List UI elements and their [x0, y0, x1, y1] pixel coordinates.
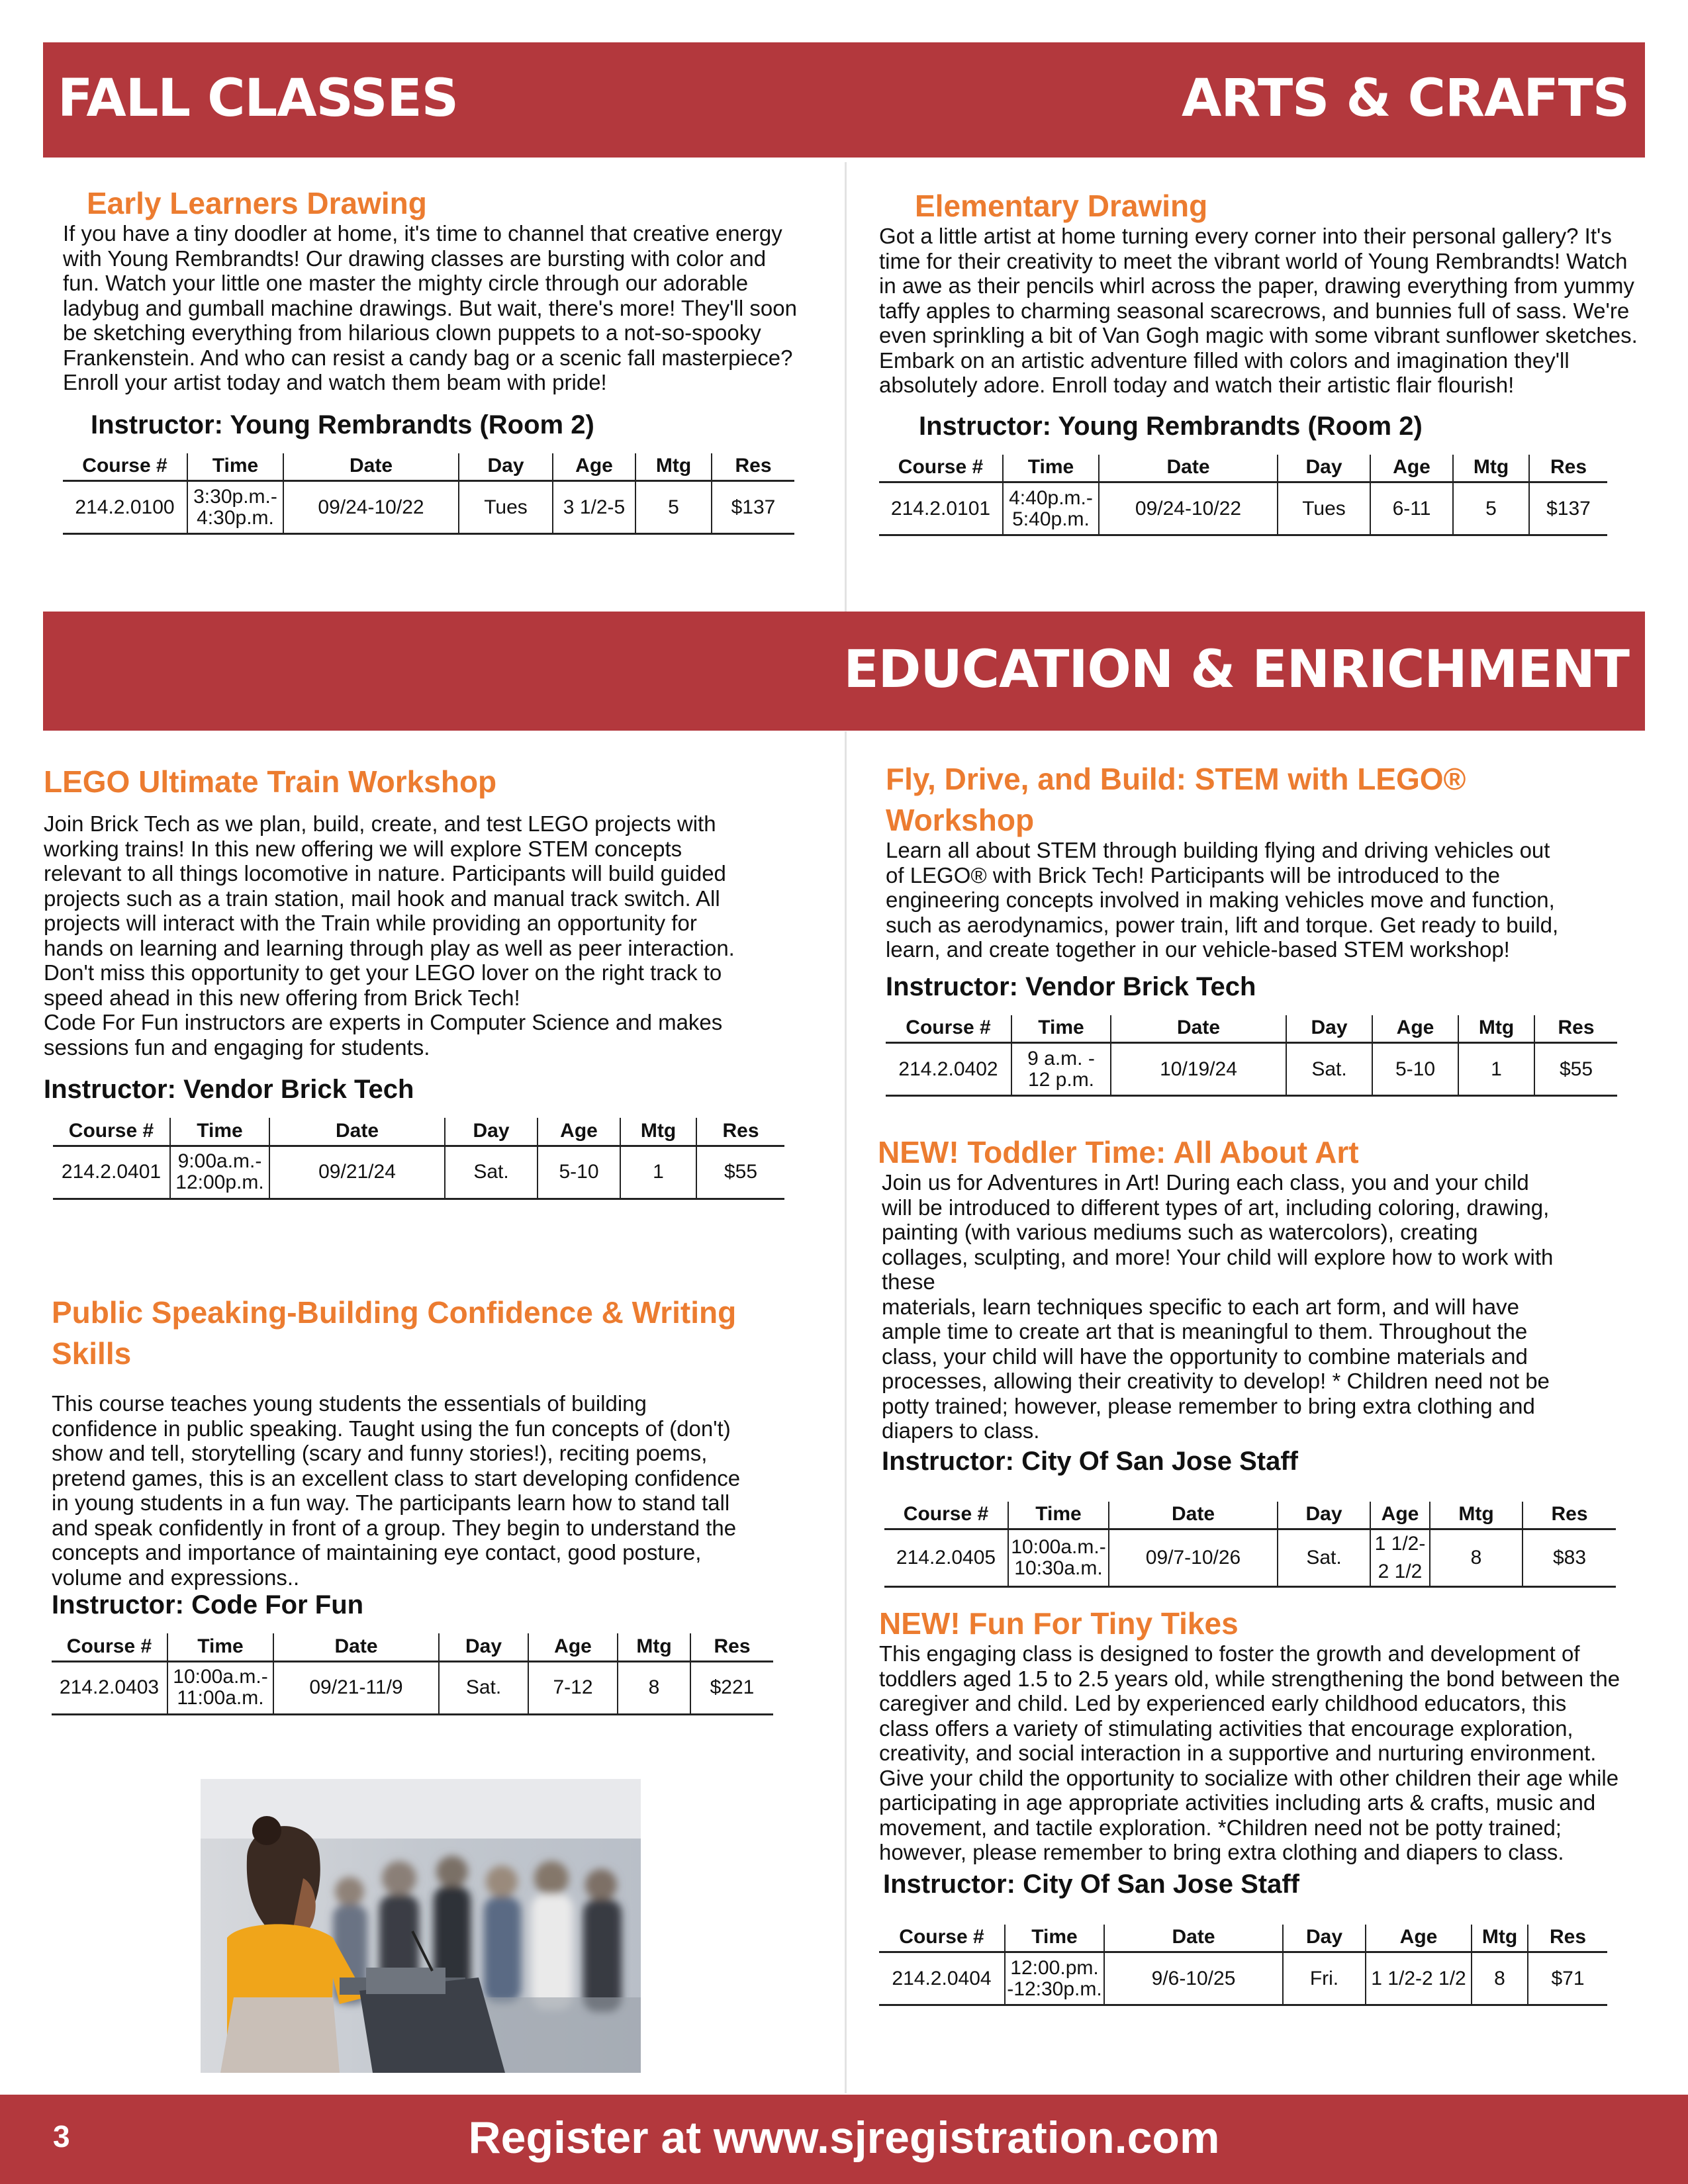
header-age: Age	[1370, 455, 1453, 482]
header-age: Age	[1372, 1015, 1458, 1043]
course-description: This course teaches young students the essentials of building confidence in public speaking. Taught using the fun concepts of (don't) show and tell, storytelling (scary and funny stories!), reciting poems, pretend games, this is an excellent class to start developing confidence in young students in a fun way. The participants learn how to stand tall and speak confidently in front of a group. They begin to understand the concepts and importance of maintaining eye contact, good posture, volume and expressions..	[52, 1391, 741, 1590]
course-day: Tues	[1278, 482, 1370, 535]
course-age: 5-10	[1372, 1043, 1458, 1096]
course-res: $137	[712, 481, 794, 534]
course-day: Fri.	[1283, 1952, 1366, 2005]
table-row	[884, 1529, 1616, 1587]
course-table	[879, 455, 1607, 537]
course-title: Public Speaking-Building Confidence & Writing Skills	[52, 1295, 737, 1371]
course-number: 214.2.0100	[63, 481, 187, 534]
course-description: This engaging class is designed to foster the growth and development of toddlers aged 1.5 to 2.5 years old, while strengthening the bond between the caregiver and child. Led by experienced early childhood educators, this class offers a variety of stimulating activities that encourage exploration, creativity, and social interaction in a supportive and nurturing environment. Give your child the opportunity to socialize with other children their age while participating in age appropriate activities including arts & crafts, music and movement, and tactile exploration. *Children need not be potty trained; however, please remember to bring extra clothing and diapers to class.	[879, 1641, 1620, 1864]
course-number: 214.2.0101	[879, 482, 1003, 535]
course-time: 10:00a.m.- 10:30a.m.	[1008, 1529, 1109, 1587]
course-age: 1 1/2-2 1/2	[1366, 1952, 1472, 2005]
course-time: 10:00a.m.- 11:00a.m.	[167, 1661, 273, 1714]
course-day: Sat.	[1286, 1043, 1372, 1096]
course-table	[879, 1925, 1607, 2007]
page-number: 3	[53, 2119, 70, 2154]
header-date: Date	[269, 1118, 445, 1146]
course-res: $221	[690, 1661, 773, 1714]
education-heading: EDUCATION & ENRICHMENT	[843, 640, 1629, 700]
header-date: Date	[283, 453, 459, 481]
header-day: Day	[445, 1118, 538, 1146]
course-table	[52, 1633, 773, 1715]
course-time: 4:40p.m.- 5:40p.m.	[1003, 482, 1099, 535]
header-age: Age	[528, 1633, 618, 1661]
header-res: Res	[690, 1633, 773, 1661]
table-header	[879, 455, 1607, 482]
header-age: Age	[1366, 1925, 1472, 1952]
course-instructor: Instructor: Vendor Brick Tech	[886, 972, 1256, 1001]
header-res: Res	[1534, 1015, 1617, 1043]
table-row	[52, 1661, 773, 1714]
arts-crafts-heading: ARTS & CRAFTS	[1182, 69, 1629, 129]
table-header	[884, 1502, 1616, 1529]
header-course: Course #	[886, 1015, 1011, 1043]
course-title: Early Learners Drawing	[87, 186, 427, 220]
column-divider-bottom	[845, 731, 847, 2093]
course-day: Sat.	[445, 1146, 538, 1199]
header-day: Day	[439, 1633, 528, 1661]
speaker-at-podium-photo	[201, 1779, 641, 2073]
table-header	[886, 1015, 1617, 1043]
course-description: If you have a tiny doodler at home, it's time to channel that creative energy with Young Rembrandts! Our drawing classes are bursting with color and fun. Watch your little one master the mighty circle through our adorable ladybug and gumball machine drawings. But wait, there's more! They'll soon be sketching everything from hilarious clown puppets to a not-so-spooky Frankenstein. And who can resist a candy bag or a scenic fall masterpiece? Enroll your artist today and watch them beam with pride!	[63, 221, 797, 394]
course-description: Learn all about STEM through building flying and driving vehicles out of LEGO® with Brick Tech! Participants will be introduced to the engineering concepts involved in making vehicles move and function, such as aerodynamics, power train, lift and torque. Get ready to build, learn, and create together in our vehicle-based STEM workshop!	[886, 838, 1559, 962]
course-lego-train	[44, 761, 825, 1200]
header-mtg: Mtg	[1453, 455, 1529, 482]
course-number: 214.2.0402	[886, 1043, 1011, 1096]
course-date: 09/7-10/26	[1109, 1529, 1278, 1587]
course-toddler-art	[878, 1132, 1639, 1588]
course-description: Join Brick Tech as we plan, build, create, and test LEGO projects with working trains! In this new offering we will explore STEM concepts relevant to all things locomotive in nature. Participants will build guided projects such as a train station, mail hook and manual track switch. All projects will interact with the Train while providing an opportunity for hands on learning and learning through play as well as peer interaction. Don't miss this opportunity to get your LEGO lover on the right track to speed ahead in this new offering from Brick Tech! Code For Fun instructors are experts in Computer Science and makes sessions fun and engaging for students.	[44, 811, 735, 1060]
header-date: Date	[273, 1633, 439, 1661]
course-res: $71	[1528, 1952, 1607, 2005]
course-instructor: Instructor: City Of San Jose Staff	[883, 1869, 1299, 1899]
header-course: Course #	[63, 453, 187, 481]
course-title: NEW! Toddler Time: All About Art	[878, 1135, 1359, 1169]
header-course: Course #	[879, 455, 1003, 482]
course-date: 09/24-10/22	[283, 481, 459, 534]
header-date: Date	[1111, 1015, 1286, 1043]
header-course: Course #	[884, 1502, 1008, 1529]
course-date: 09/24-10/22	[1099, 482, 1278, 535]
header-time: Time	[1003, 455, 1099, 482]
course-description: Join us for Adventures in Art! During each class, you and your child will be introduced to different types of art, including coloring, drawing, painting (with various mediums such as watercolors), creating collages, sculpting, and more! Your child will explore how to work with these materials, learn techniques specific to each art form, and will have ample time to create art that is meaningful to them. Throughout the class, your child will have the opportunity to combine materials and processes, allowing their creativity to develop! * Children need not be potty trained; however, please remember to bring extra clothing and diapers to class.	[882, 1170, 1554, 1443]
header-time: Time	[170, 1118, 269, 1146]
header-time: Time	[167, 1633, 273, 1661]
course-mtg: 5	[635, 481, 712, 534]
header-res: Res	[712, 453, 794, 481]
course-res: $83	[1523, 1529, 1616, 1587]
course-age: 7-12	[528, 1661, 618, 1714]
table-header	[53, 1118, 784, 1146]
footer-bar	[0, 2095, 1688, 2184]
course-time: 12:00.pm. -12:30p.m.	[1005, 1952, 1104, 2005]
course-res: $55	[696, 1146, 784, 1199]
course-day: Sat.	[1278, 1529, 1370, 1587]
course-res: $137	[1529, 482, 1607, 535]
table-row	[886, 1043, 1617, 1096]
course-number: 214.2.0401	[53, 1146, 170, 1199]
header-day: Day	[1278, 1502, 1370, 1529]
header-res: Res	[1529, 455, 1607, 482]
fall-classes-heading: FALL CLASSES	[58, 69, 458, 129]
header-age: Age	[538, 1118, 620, 1146]
header-day: Day	[1286, 1015, 1372, 1043]
course-date: 09/21/24	[269, 1146, 445, 1199]
course-table	[886, 1015, 1617, 1097]
course-instructor: Instructor: Young Rembrandts (Room 2)	[91, 410, 594, 439]
header-mtg: Mtg	[1430, 1502, 1523, 1529]
table-row	[53, 1146, 784, 1199]
course-mtg: 5	[1453, 482, 1529, 535]
course-instructor: Instructor: City Of San Jose Staff	[882, 1446, 1298, 1476]
header-res: Res	[1523, 1502, 1616, 1529]
course-mtg: 1	[620, 1146, 696, 1199]
course-age: 1 1/2- 2 1/2	[1370, 1529, 1430, 1587]
table-row	[879, 1952, 1607, 2005]
course-table	[63, 453, 794, 535]
table-header	[63, 453, 794, 481]
header-res: Res	[696, 1118, 784, 1146]
course-time: 3:30p.m.- 4:30p.m.	[187, 481, 283, 534]
course-age: 3 1/2-5	[553, 481, 635, 534]
course-mtg: 8	[618, 1661, 690, 1714]
header-mtg: Mtg	[1472, 1925, 1528, 1952]
course-instructor: Instructor: Vendor Brick Tech	[44, 1075, 414, 1104]
course-early-learners	[63, 183, 811, 535]
table-row	[63, 481, 794, 534]
header-time: Time	[1008, 1502, 1109, 1529]
header-mtg: Mtg	[618, 1633, 690, 1661]
course-date: 10/19/24	[1111, 1043, 1286, 1096]
table-header	[879, 1925, 1607, 1952]
course-fly-drive	[886, 758, 1640, 1097]
table-header	[52, 1633, 773, 1661]
course-time: 9 a.m. - 12 p.m.	[1011, 1043, 1111, 1096]
header-day: Day	[1283, 1925, 1366, 1952]
education-banner	[43, 612, 1645, 731]
header-date: Date	[1109, 1502, 1278, 1529]
course-date: 09/21-11/9	[273, 1661, 439, 1714]
course-instructor: Instructor: Code For Fun	[52, 1590, 364, 1619]
course-number: 214.2.0404	[879, 1952, 1005, 2005]
header-date: Date	[1099, 455, 1278, 482]
header-res: Res	[1528, 1925, 1607, 1952]
course-number: 214.2.0403	[52, 1661, 167, 1714]
header-day: Day	[1278, 455, 1370, 482]
course-number: 214.2.0405	[884, 1529, 1008, 1587]
course-mtg: 8	[1472, 1952, 1528, 2005]
course-title: NEW! Fun For Tiny Tikes	[879, 1606, 1239, 1641]
course-mtg: 8	[1430, 1529, 1523, 1587]
course-date: 9/6-10/25	[1104, 1952, 1283, 2005]
course-description: Got a little artist at home turning every corner into their personal gallery? It's time for their creativity to meet the vibrant world of Young Rembrandts! Watch in awe as their pencils whirl across the paper, drawing everything from yummy taffy apples to charming seasonal scarecrows, and bunnies full of sass. We're even sprinkling a bit of Van Gogh magic with some vibrant sunflower sketches. Embark on an artistic adventure filled with colors and imagination they'll absolutely adore. Enroll today and watch their artistic flair flourish!	[879, 224, 1638, 397]
header-time: Time	[1011, 1015, 1111, 1043]
course-day: Sat.	[439, 1661, 528, 1714]
register-link[interactable]: Register at www.sjregistration.com	[468, 2113, 1220, 2163]
header-mtg: Mtg	[1458, 1015, 1534, 1043]
table-row	[879, 482, 1607, 535]
course-table	[53, 1118, 784, 1200]
course-mtg: 1	[1458, 1043, 1534, 1096]
course-table	[884, 1502, 1616, 1588]
course-age: 5-10	[538, 1146, 620, 1199]
course-elementary	[879, 185, 1640, 536]
course-tiny-tikes	[879, 1603, 1640, 2006]
header-course: Course #	[53, 1118, 170, 1146]
header-date: Date	[1104, 1925, 1283, 1952]
header-course: Course #	[52, 1633, 167, 1661]
course-day: Tues	[459, 481, 553, 534]
header-time: Time	[187, 453, 283, 481]
course-instructor: Instructor: Young Rembrandts (Room 2)	[919, 411, 1423, 441]
column-divider-top	[845, 162, 847, 612]
header-day: Day	[459, 453, 553, 481]
course-age: 6-11	[1370, 482, 1453, 535]
course-public-speaking	[52, 1292, 826, 1715]
header-time: Time	[1005, 1925, 1104, 1952]
header-course: Course #	[879, 1925, 1005, 1952]
course-title: LEGO Ultimate Train Workshop	[44, 764, 497, 799]
header-age: Age	[1370, 1502, 1430, 1529]
fall-classes-banner	[43, 42, 1645, 158]
header-mtg: Mtg	[635, 453, 712, 481]
photo-illustration	[201, 1779, 641, 2073]
header-age: Age	[553, 453, 635, 481]
header-mtg: Mtg	[620, 1118, 696, 1146]
course-res: $55	[1534, 1043, 1617, 1096]
course-title: Fly, Drive, and Build: STEM with LEGO® Workshop	[886, 762, 1466, 837]
course-title: Elementary Drawing	[915, 189, 1208, 223]
course-time: 9:00a.m.- 12:00p.m.	[170, 1146, 269, 1199]
